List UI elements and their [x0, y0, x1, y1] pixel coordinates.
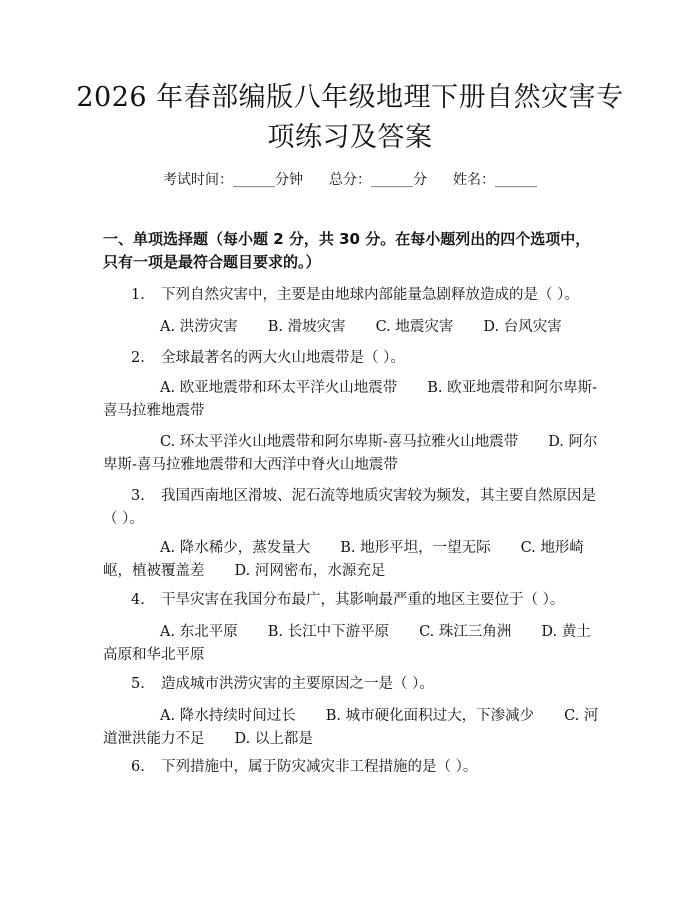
option-a: A. 洪涝灾害	[160, 319, 238, 335]
section-heading: 一、单项选择题（每小题 2 分，共 30 分。在每小题列出的四个选项中，只有一项是最符合题目要求的。）	[103, 230, 591, 271]
option-c: C. 珠江三角洲	[419, 624, 512, 640]
question-5-options	[103, 705, 599, 751]
question-6	[103, 756, 599, 779]
option-c: C. 环太平洋火山地震带和阿尔卑斯-喜马拉雅火山地震带	[160, 434, 519, 450]
question-stem: 干旱灾害在我国分布最广，其影响最严重的地区主要位于（ ）。	[161, 592, 565, 608]
student-name-field: 姓名：______	[453, 172, 537, 188]
option-b: B. 欧亚地震带和阿尔卑斯-喜马拉雅地震带	[103, 380, 597, 419]
question-3-options	[103, 537, 599, 583]
question-number: 6.	[131, 759, 145, 775]
option-b: B. 城市硬化面积过大，下渗减少	[325, 708, 535, 724]
option-d: D. 台风灾害	[483, 319, 562, 335]
option-a: A. 欧亚地震带和环太平洋火山地震带	[160, 380, 398, 396]
title-line-1: 2026 年春部编版八年级地理下册自然灾害专	[76, 82, 624, 113]
question-number: 5.	[131, 676, 145, 692]
question-2-options-cd	[103, 431, 599, 477]
question-stem: 下列措施中，属于防灾减灾非工程措施的是（ ）。	[161, 759, 478, 775]
question-4	[103, 589, 599, 612]
question-stem: 全球最著名的两大火山地震带是（ ）。	[161, 350, 405, 366]
option-b: B. 地形平坦，一望无际	[340, 540, 491, 556]
option-d: D. 阿尔卑斯-喜马拉雅地震带和大西洋中脊火山地震带	[103, 434, 598, 473]
question-3	[103, 485, 599, 531]
exam-meta	[0, 169, 700, 189]
question-number: 1.	[131, 287, 145, 303]
option-c: C. 地形崎岖，植被覆盖差	[103, 540, 584, 579]
option-b: B. 长江中下游平原	[267, 624, 390, 640]
option-d: D. 河网密布，水源充足	[234, 563, 386, 579]
question-stem: 下列自然灾害中，主要是由地球内部能量急剧释放造成的是（ ）。	[161, 287, 579, 303]
total-score-field: 总分：______分	[329, 172, 427, 188]
option-a: A. 降水稀少，蒸发量大	[160, 540, 311, 556]
question-1-options	[103, 316, 599, 339]
question-stem: 造成城市洪涝灾害的主要原因之一是（ ）。	[161, 676, 434, 692]
option-b: B. 滑坡灾害	[267, 319, 346, 335]
question-number: 2.	[131, 350, 145, 366]
exam-time-field: 考试时间：______分钟	[163, 172, 303, 188]
option-a: A. 降水持续时间过长	[160, 708, 296, 724]
question-number: 3.	[131, 488, 145, 504]
option-d: D. 黄土高原和华北平原	[103, 624, 591, 663]
option-c: C. 地震灾害	[375, 319, 454, 335]
option-d: D. 以上都是	[234, 731, 313, 747]
question-5	[103, 673, 599, 696]
option-a: A. 东北平原	[160, 624, 238, 640]
question-2	[103, 347, 599, 370]
question-stem: 我国西南地区滑坡、泥石流等地质灾害较为频发，其主要自然原因是（ ）。	[103, 488, 596, 527]
option-c: C. 河道泄洪能力不足	[103, 708, 599, 747]
question-number: 4.	[131, 592, 145, 608]
question-4-options	[103, 621, 599, 667]
page-title	[70, 78, 630, 158]
question-2-options-ab	[103, 377, 599, 423]
title-line-2: 项练习及答案	[267, 122, 433, 153]
question-1	[103, 284, 599, 307]
